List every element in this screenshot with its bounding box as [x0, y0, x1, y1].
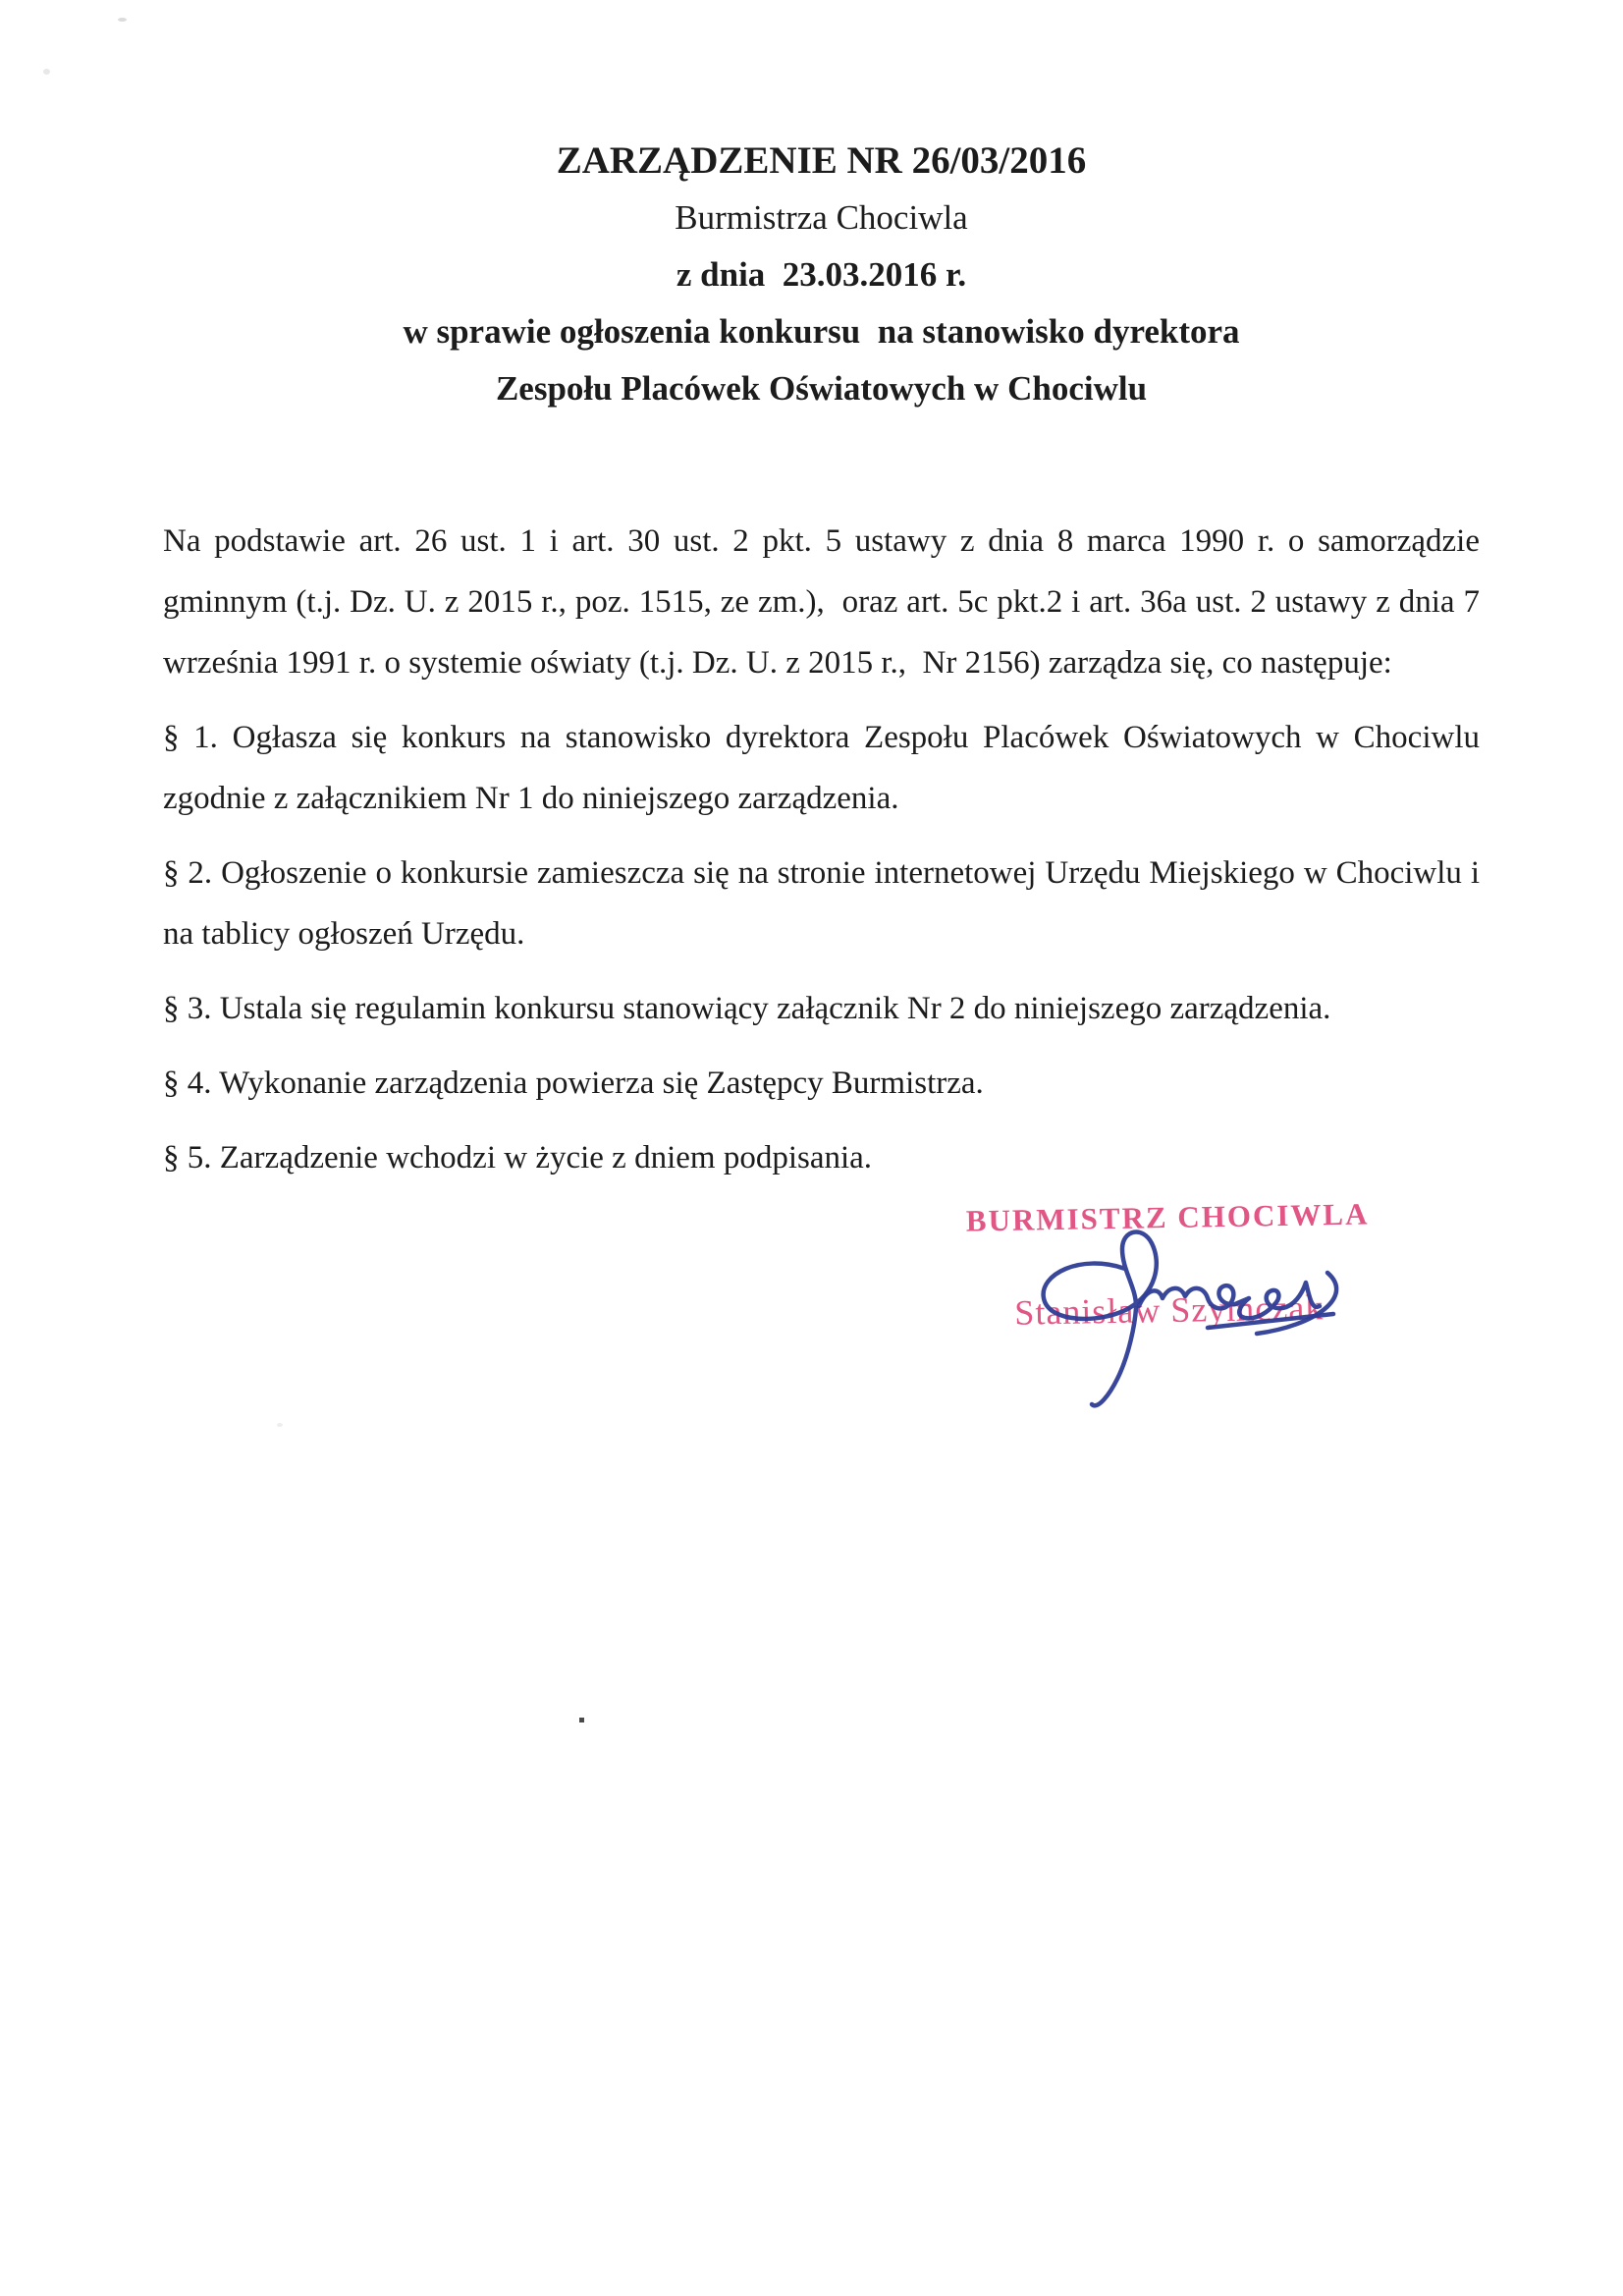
document-header: [163, 133, 1480, 417]
document-date-line: z dnia 23.03.2016 r.: [676, 255, 967, 294]
scan-artifact: [43, 69, 50, 75]
section-paragraph-2: § 2. Ogłoszenie o konkursie zamieszcza się na stronie internetowej Urzędu Miejskiego w Chociwlu i na tablicy ogłoszeń Urzędu.: [163, 855, 1488, 952]
section-paragraph-5: § 5. Zarządzenie wchodzi w życie z dniem podpisania.: [163, 1140, 873, 1175]
document-subject-line-1: w sprawie ogłoszenia konkursu na stanowisko dyrektora: [403, 312, 1240, 351]
mayor-stamp-name: Stanisław Szymczak: [1014, 1287, 1325, 1333]
document-issuer: Burmistrza Chociwla: [675, 198, 968, 237]
document-title: ZARZĄDZENIE NR 26/03/2016: [556, 139, 1087, 182]
section-paragraph-3: § 3. Ustala się regulamin konkursu stanowiący załącznik Nr 2 do niniejszego zarządzenia.: [163, 991, 1331, 1026]
document-subject-line-2: Zespołu Placówek Oświatowych w Chociwlu: [495, 369, 1148, 408]
section-paragraph-4: § 4. Wykonanie zarządzenia powierza się Zastępcy Burmistrza.: [163, 1066, 984, 1101]
scan-artifact: [277, 1423, 283, 1427]
scan-artifact: [118, 18, 127, 22]
scan-artifact-dot: [579, 1718, 584, 1722]
legal-basis-paragraph: Na podstawie art. 26 ust. 1 i art. 30 ust. 2 pkt. 5 ustawy z dnia 8 marca 1990 r. o samorządzie gminnym (t.j. Dz. U. z 2015 r., poz. 1515, ze zm.), oraz art. 5c pkt.2 i art. 36a ust. 2 ustawy z dnia 7 września 1991 r. o systemie oświaty (t.j. Dz. U. z 2015 r., Nr 2156) zarządza się, co następuje:: [163, 523, 1488, 681]
signature-block: [956, 1196, 1380, 1334]
mayor-stamp-title: BURMISTRZ CHOCIWLA: [965, 1196, 1370, 1238]
section-paragraph-1: § 1. Ogłasza się konkurs na stanowisko dyrektora Zespołu Placówek Oświatowych w Chociwlu zgodnie z załącznikiem Nr 1 do niniejszego zarządzenia.: [163, 720, 1488, 816]
